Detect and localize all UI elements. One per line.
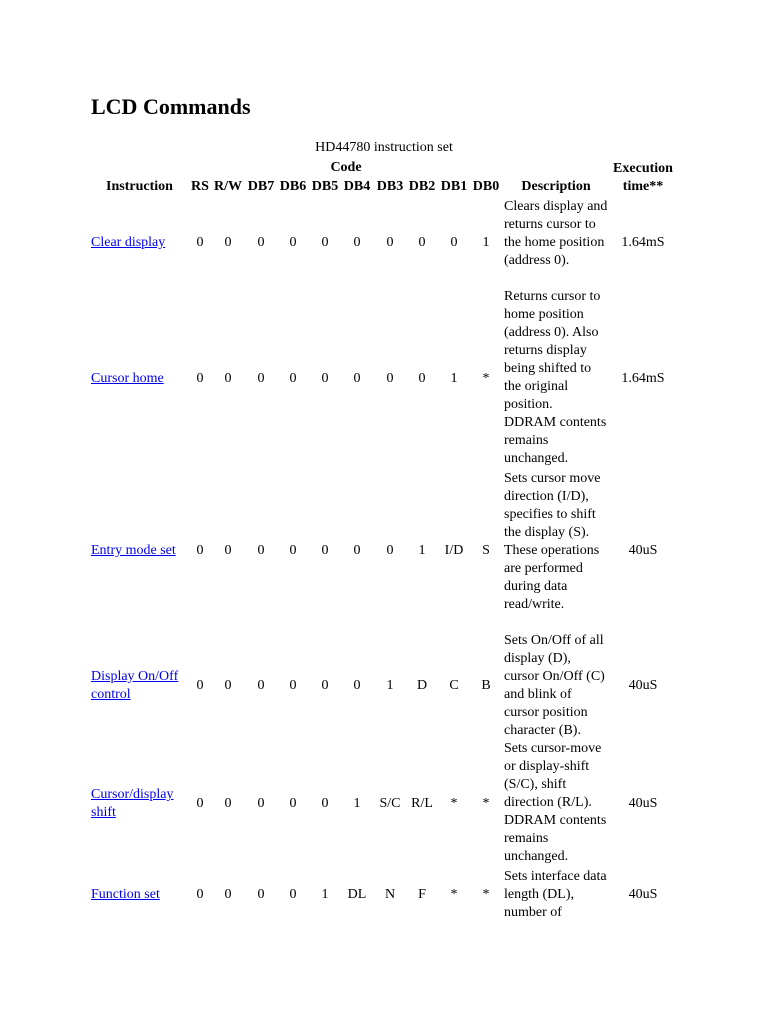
bit-cell: S/C: [379, 796, 401, 811]
instruction-link[interactable]: Function set: [91, 887, 160, 902]
bit-cell: 0: [196, 371, 204, 386]
bit-cell: 0: [289, 678, 297, 693]
bit-cell: 1: [386, 678, 394, 693]
bit-header-6: DB3: [376, 179, 404, 194]
bit-cell: 0: [224, 678, 232, 693]
execution-header-line1: Execution: [613, 161, 673, 176]
bit-cell: 0: [353, 371, 361, 386]
bit-cell: 1: [418, 543, 426, 558]
table-row: [0, 740, 768, 868]
bit-cell: 0: [418, 235, 426, 250]
bit-cell: 0: [289, 887, 297, 902]
bit-cell: I/D: [444, 543, 464, 558]
bit-cell: 0: [224, 796, 232, 811]
bit-cell: 0: [386, 371, 394, 386]
instruction-header: Instruction: [106, 179, 173, 194]
bit-cell: *: [450, 796, 458, 811]
instruction-link[interactable]: Cursor home: [91, 371, 164, 386]
bit-header-2: DB7: [247, 179, 275, 194]
bit-cell: 0: [196, 235, 204, 250]
bit-cell: 0: [418, 371, 426, 386]
bit-cell: C: [449, 678, 459, 693]
bit-cell: 0: [289, 543, 297, 558]
table-caption: [0, 139, 768, 157]
bit-cell: 0: [257, 543, 265, 558]
bit-header-9: DB0: [472, 179, 500, 194]
execution-time-cell: 40uS: [628, 796, 658, 811]
bit-cell: 0: [321, 371, 329, 386]
page-title: LCD Commands: [91, 94, 251, 119]
bit-cell: 0: [353, 235, 361, 250]
bit-header-4: DB5: [311, 179, 339, 194]
description-cell: Sets cursor move direction (I/D), specifies to shift the display (S). These operations are performed during data read/write.: [504, 471, 601, 612]
bit-cell: *: [482, 887, 490, 902]
bit-cell: 0: [289, 796, 297, 811]
bit-cell: 0: [450, 235, 458, 250]
bit-cell: 0: [257, 371, 265, 386]
description-cell: Sets On/Off of all display (D), cursor On/Off (C) and blink of cursor position character (B).: [504, 633, 605, 738]
code-header: Code: [330, 160, 362, 175]
description-cell: Returns cursor to home position (address 0). Also returns display being shifted to the original position. DDRAM contents remains unchanged.: [504, 289, 607, 466]
bit-cell: D: [416, 678, 428, 693]
bit-cell: 0: [386, 543, 394, 558]
execution-header: [610, 160, 676, 196]
bit-cell: 0: [196, 543, 204, 558]
bit-cell: 1: [353, 796, 361, 811]
bit-cell: 0: [321, 543, 329, 558]
instruction-link[interactable]: Clear display: [91, 235, 166, 250]
bit-cell: 0: [257, 678, 265, 693]
execution-time-cell: 1.64mS: [621, 235, 665, 250]
bit-cell: S: [482, 543, 490, 558]
bit-cell: 0: [196, 887, 204, 902]
bit-cell: 1: [321, 887, 329, 902]
bit-cell: 0: [257, 887, 265, 902]
execution-time-cell: 40uS: [628, 543, 658, 558]
table-row: [0, 632, 768, 740]
bit-cell: 0: [257, 796, 265, 811]
execution-time-cell: 1.64mS: [621, 371, 665, 386]
bit-cell: *: [482, 371, 490, 386]
caption-text: HD44780 instruction set: [315, 140, 453, 155]
bit-cell: 0: [289, 235, 297, 250]
table-row: [0, 470, 768, 632]
description-header: Description: [521, 179, 591, 194]
instruction-link[interactable]: Entry mode set: [91, 543, 176, 558]
table-row: [0, 288, 768, 470]
bit-cell: 0: [321, 796, 329, 811]
bit-cell: 0: [224, 371, 232, 386]
bit-header-3: DB6: [279, 179, 307, 194]
bit-cell: 0: [196, 678, 204, 693]
bit-cell: 0: [196, 796, 204, 811]
bit-cell: 0: [289, 371, 297, 386]
bit-cell: 0: [386, 235, 394, 250]
description-cell: Sets cursor-move or display-shift (S/C), shift direction (R/L). DDRAM contents remains unchanged.: [504, 741, 607, 864]
execution-time-cell: 40uS: [628, 887, 658, 902]
description-cell: Clears display and returns cursor to the home position (address 0).: [504, 199, 608, 268]
bit-cell: B: [481, 678, 491, 693]
bit-cell: 0: [321, 235, 329, 250]
bit-cell: 0: [224, 887, 232, 902]
bit-cell: *: [482, 796, 490, 811]
execution-time-cell: 40uS: [628, 678, 658, 693]
bit-cell: N: [384, 887, 396, 902]
bit-cell: DL: [347, 887, 367, 902]
instruction-link[interactable]: Display On/Off control: [91, 669, 179, 702]
bit-header-8: DB1: [440, 179, 468, 194]
description-cell: Sets interface data length (DL), number of: [504, 869, 607, 920]
table-row: [0, 868, 768, 922]
bit-cell: 0: [224, 543, 232, 558]
bit-cell: 0: [257, 235, 265, 250]
table-row: [0, 198, 768, 288]
bit-cell: 0: [224, 235, 232, 250]
bit-cell: 0: [353, 678, 361, 693]
bit-header-7: DB2: [408, 179, 436, 194]
bit-cell: F: [418, 887, 426, 902]
bit-cell: 1: [482, 235, 490, 250]
bit-cell: 0: [321, 678, 329, 693]
execution-header-line2: time**: [622, 179, 664, 194]
bit-header-5: DB4: [343, 179, 371, 194]
bit-cell: 0: [353, 543, 361, 558]
bit-header-0: RS: [191, 179, 209, 194]
instruction-link[interactable]: Cursor/display shift: [91, 787, 174, 820]
bit-cell: *: [450, 887, 458, 902]
bit-header-1: R/W: [214, 179, 242, 194]
bit-cell: R/L: [411, 796, 433, 811]
bit-cell: 1: [450, 371, 458, 386]
